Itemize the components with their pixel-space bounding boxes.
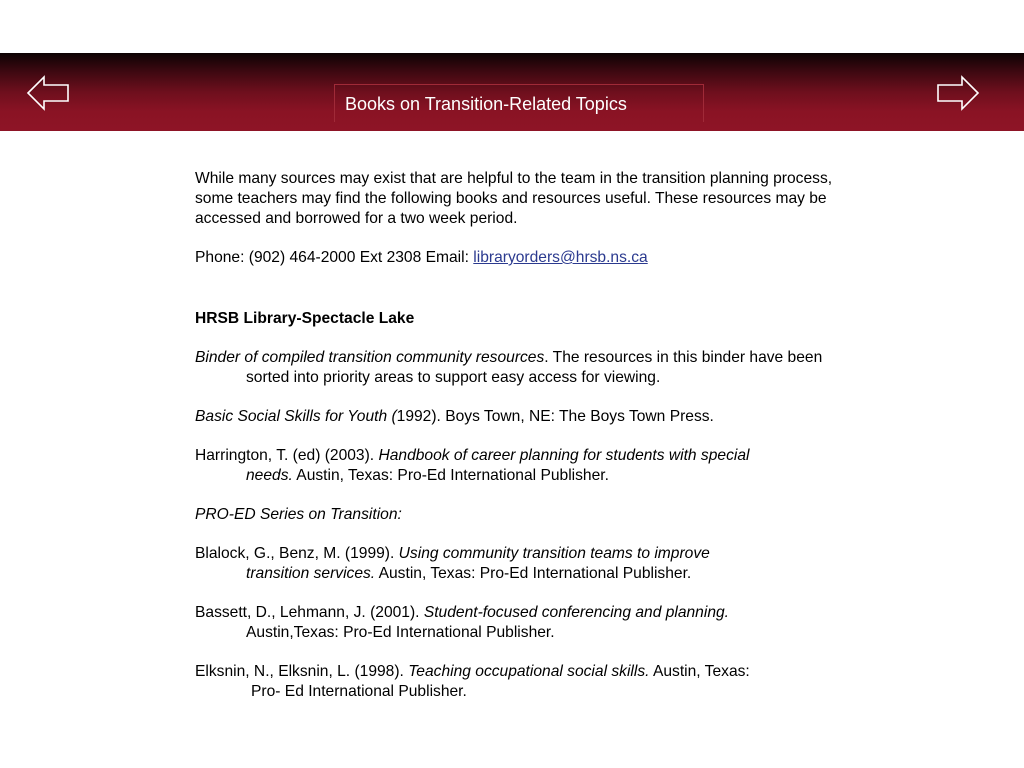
entry-title: Teaching occupational social skills. bbox=[408, 663, 650, 680]
left-arrow-icon bbox=[26, 75, 70, 111]
entry-continuation bbox=[195, 564, 905, 584]
list-item bbox=[195, 544, 905, 584]
entry-publisher: Austin, Texas: Pro-Ed International Publisher. bbox=[292, 467, 609, 484]
entry-text: 1992). Boys Town, NE: The Boys Town Press. bbox=[396, 408, 714, 425]
entry-title-cont: needs. bbox=[246, 467, 293, 484]
series-title: PRO-ED Series on Transition: bbox=[195, 506, 402, 523]
intro-paragraph bbox=[195, 169, 905, 229]
previous-slide-button[interactable] bbox=[26, 75, 70, 111]
section-heading: HRSB Library-Spectacle Lake bbox=[195, 310, 415, 327]
page-title: Books on Transition-Related Topics bbox=[345, 94, 627, 114]
intro-line-1: While many sources may exist that are helpful to the team in the transition planning process, bbox=[195, 170, 833, 187]
contact-info bbox=[195, 248, 905, 268]
entry-title: Student-focused conferencing and planning. bbox=[423, 604, 729, 621]
entry-continuation: sorted into priority areas to support easy access for viewing. bbox=[246, 369, 661, 386]
header-bar bbox=[0, 53, 1024, 131]
entry-text: Austin, Texas: bbox=[649, 663, 750, 680]
title-box bbox=[334, 84, 704, 122]
entry-title: Handbook of career planning for students with special bbox=[378, 447, 750, 464]
entry-title-cont: transition services. bbox=[246, 565, 376, 582]
entry-title: Binder of compiled transition community resources bbox=[195, 349, 545, 366]
list-item bbox=[195, 348, 905, 388]
entry-title: Basic Social Skills for Youth ( bbox=[195, 408, 397, 425]
entry-text: . The resources in this binder have been bbox=[544, 349, 823, 366]
intro-line-3: accessed and borrowed for a two week period. bbox=[195, 210, 518, 227]
entry-continuation: Austin,Texas: Pro-Ed International Publisher. bbox=[246, 624, 555, 641]
intro-line-2: some teachers may find the following books and resources useful. These resources may be bbox=[195, 190, 827, 207]
entry-author: Harrington, T. (ed) (2003). bbox=[195, 447, 379, 464]
list-item bbox=[195, 407, 905, 427]
right-arrow-icon bbox=[936, 75, 980, 111]
next-slide-button[interactable] bbox=[936, 75, 980, 111]
entry-author: Bassett, D., Lehmann, J. (2001). bbox=[195, 604, 424, 621]
entry-publisher: Austin, Texas: Pro-Ed International Publisher. bbox=[375, 565, 692, 582]
list-item bbox=[195, 662, 905, 702]
entry-author: Elksnin, N., Elksnin, L. (1998). bbox=[195, 663, 409, 680]
entry-continuation bbox=[195, 466, 905, 486]
entry-author: Blalock, G., Benz, M. (1999). bbox=[195, 545, 399, 562]
entry-continuation: Pro- Ed International Publisher. bbox=[251, 683, 467, 700]
entry-title: Using community transition teams to improve bbox=[398, 545, 710, 562]
list-item bbox=[195, 603, 905, 643]
email-link[interactable]: libraryorders@hrsb.ns.ca bbox=[473, 249, 648, 266]
list-item bbox=[195, 446, 905, 486]
content-area bbox=[195, 169, 905, 721]
contact-text: Phone: (902) 464-2000 Ext 2308 Email: bbox=[195, 249, 474, 266]
list-item bbox=[195, 505, 905, 525]
